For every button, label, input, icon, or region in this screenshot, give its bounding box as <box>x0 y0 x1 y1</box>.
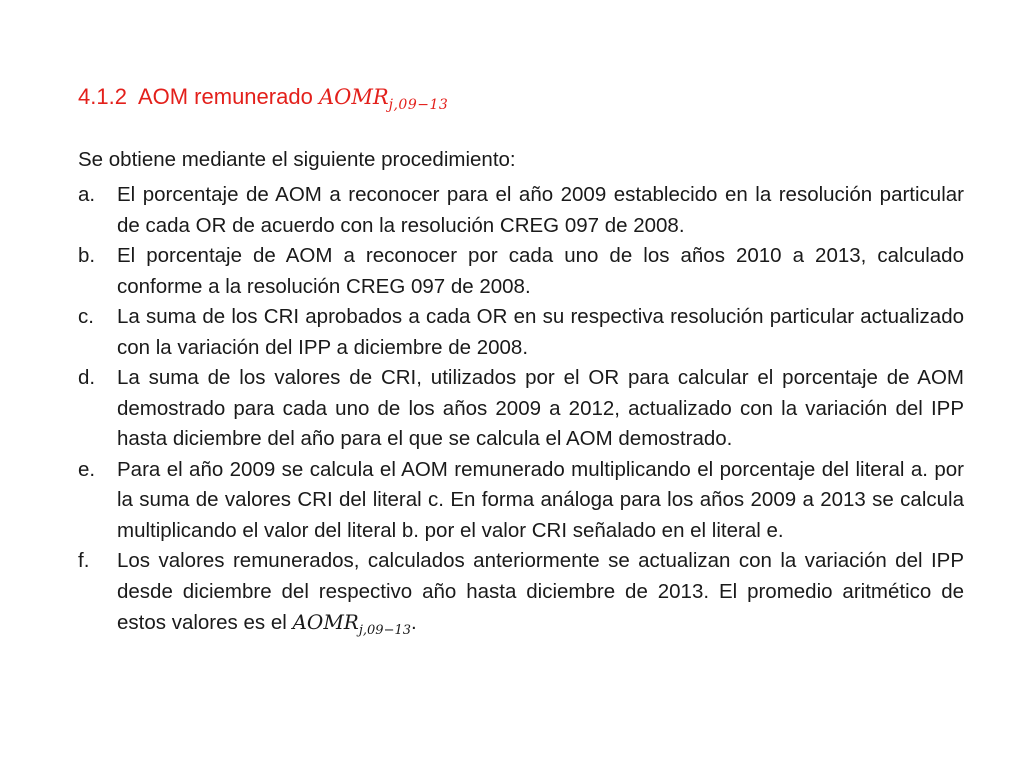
inline-formula <box>292 610 412 638</box>
heading-title: AOM remunerado <box>137 84 313 109</box>
list-item-f <box>78 546 964 647</box>
intro-text: Se obtiene mediante el siguiente procedimiento: <box>78 148 516 171</box>
sentence-end: . <box>411 611 417 634</box>
section-heading <box>78 84 448 113</box>
list-item-text: La suma de los valores de CRI, utilizados por el OR para calcular el porcentaje de AOM demostrado para cada uno de los años 2009 a 2012, actualizado con la variación del IPP hasta diciembre del año para el que se calcula el AOM demostrado. <box>117 366 964 450</box>
list-item-text: Para el año 2009 se calcula el AOM remunerado multiplicando el porcentaje del literal a. por la suma de valores CRI del literal c. En forma análoga para los años 2009 a 2013 se calcula multiplicando el valor del literal b. por el valor CRI señalado en el literal e. <box>117 457 964 542</box>
list-item-text: El porcentaje de AOM a reconocer por cada uno de los años 2010 a 2013, calculado conforme a la resolución CREG 097 de 2008. <box>117 244 964 298</box>
procedure-list <box>78 180 964 647</box>
list-marker: c. <box>78 305 94 328</box>
inline-symbol: AOMR <box>292 610 359 634</box>
list-item-text: El porcentaje de AOM a reconocer para el año 2009 establecido en la resolución particular de cada OR de acuerdo con la resolución CREG 097 de 2008. <box>117 183 964 237</box>
list-item-text: La suma de los CRI aprobados a cada OR en su respectiva resolución particular actualizado con la variación del IPP a diciembre de 2008. <box>117 305 964 359</box>
heading-formula <box>318 85 449 113</box>
heading-symbol: AOMR <box>318 85 389 109</box>
list-marker: f. <box>78 549 90 572</box>
list-item-e <box>78 455 964 547</box>
list-marker: e. <box>78 457 96 481</box>
heading-number: 4.1.2 <box>78 84 127 109</box>
list-marker: a. <box>78 183 96 206</box>
list-item-text: Los valores remunerados, calculados anteriormente se actualizan con la variación del IPP desde diciembre del respectivo año hasta diciembre de 2013. El promedio aritmético de estos valores es el <box>117 549 964 634</box>
list-item-b <box>78 241 964 302</box>
inline-subscript: j,09−13 <box>358 623 412 638</box>
list-marker: b. <box>78 244 96 267</box>
heading-subscript: j,09−13 <box>388 97 449 113</box>
list-item-c <box>78 302 964 363</box>
list-item-a <box>78 180 964 241</box>
list-item-d <box>78 363 964 455</box>
list-marker: d. <box>78 366 96 389</box>
